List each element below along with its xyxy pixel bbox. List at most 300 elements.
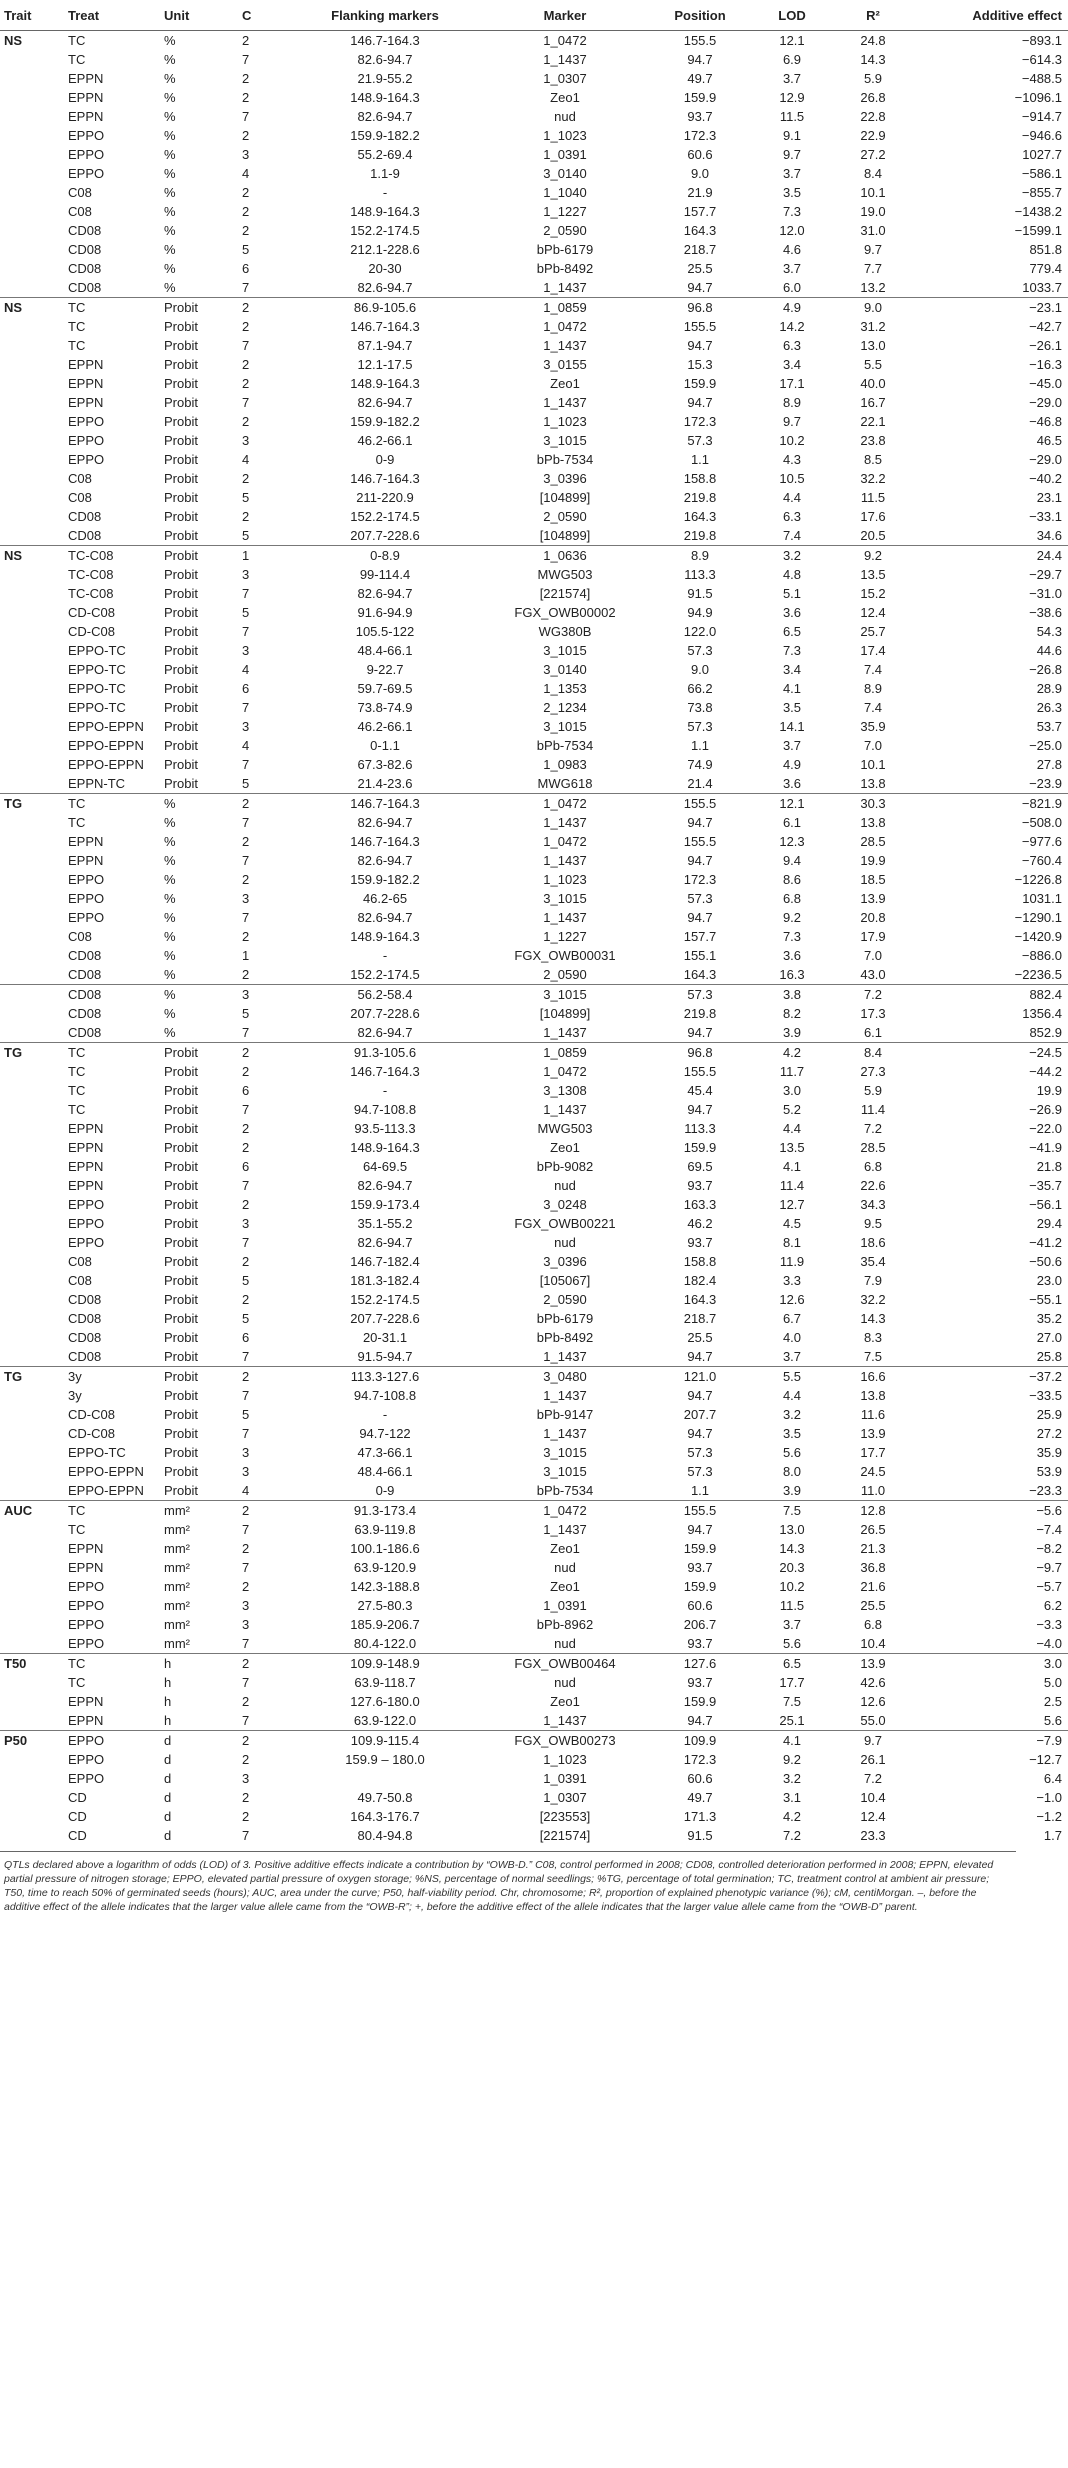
- additive-effect-cell: −1599.1: [1014, 223, 1062, 238]
- chromosome-cell: 7: [242, 624, 250, 639]
- marker-cell: 3_1015: [543, 1445, 587, 1460]
- marker-cell: nud: [554, 1675, 576, 1690]
- position-cell: 57.3: [687, 891, 713, 906]
- chromosome-cell: 2: [242, 1064, 250, 1079]
- additive-effect-cell: 53.7: [1036, 719, 1062, 734]
- table-row: [0, 1405, 1068, 1424]
- r2-cell: 14.3: [860, 1311, 886, 1326]
- table-row: [0, 1539, 1068, 1558]
- treat-cell: CD: [68, 1809, 87, 1824]
- r2-cell: 18.6: [860, 1235, 886, 1250]
- table-row: [0, 1004, 1068, 1023]
- table-row: [0, 1367, 1068, 1387]
- unit-cell: Probit: [164, 738, 198, 753]
- flanking-markers-cell: 91.6-94.9: [357, 605, 413, 620]
- unit-cell: Probit: [164, 1216, 198, 1231]
- position-cell: 94.7: [687, 338, 713, 353]
- additive-effect-cell: −26.9: [1029, 1102, 1062, 1117]
- position-cell: 94.7: [687, 52, 713, 67]
- treat-cell: 3y: [64, 1367, 160, 1387]
- marker-cell: Zeo1: [550, 1579, 580, 1594]
- treat-cell: TC: [68, 1675, 86, 1690]
- position-cell: 159.9: [683, 90, 717, 105]
- table-row: [0, 679, 1068, 698]
- unit-cell: Probit: [164, 1254, 198, 1269]
- marker-cell: 2_1234: [543, 700, 587, 715]
- position-cell: 21.9: [687, 185, 713, 200]
- flanking-markers-cell: 46.2-65: [362, 891, 408, 906]
- flanking-markers-cell: 93.5-113.3: [354, 1121, 416, 1136]
- table-row: [0, 374, 1068, 393]
- additive-effect-cell: −914.7: [1021, 109, 1062, 124]
- trait-cell: [0, 965, 64, 985]
- table-row: [0, 1023, 1068, 1043]
- marker-cell: [104899]: [539, 1006, 591, 1021]
- marker-cell: 1_0391: [543, 147, 587, 162]
- marker-cell: MWG618: [537, 776, 593, 791]
- position-cell: 57.3: [687, 643, 713, 658]
- lod-cell: 3.2: [782, 1771, 802, 1786]
- lod-cell: 9.4: [782, 853, 802, 868]
- chromosome-cell: 5: [242, 490, 250, 505]
- flanking-markers-cell: 185.9-206.7: [350, 1617, 420, 1632]
- position-cell: 155.5: [683, 319, 717, 334]
- chromosome-cell: 2: [242, 1140, 250, 1155]
- flanking-markers-cell: [284, 1769, 486, 1788]
- r2-cell: 26.1: [860, 1752, 886, 1767]
- flanking-markers-cell: 146.7-164.3: [350, 1064, 420, 1079]
- trait-cell: [0, 1100, 64, 1119]
- additive-effect-cell: −29.0: [1029, 452, 1062, 467]
- marker-cell: bPb-9082: [536, 1159, 594, 1174]
- flanking-markers-cell: 48.4-66.1: [357, 643, 413, 658]
- trait-cell: [0, 584, 64, 603]
- additive-effect-cell: −50.6: [1029, 1254, 1062, 1269]
- additive-effect-cell: −25.0: [1029, 738, 1062, 753]
- unit-cell: d: [164, 1752, 172, 1767]
- treat-cell: 3y: [68, 1388, 82, 1403]
- additive-effect-cell: 6.4: [1043, 1771, 1062, 1786]
- chromosome-cell: 1: [238, 546, 284, 566]
- marker-cell: nud: [554, 1636, 576, 1651]
- treat-cell: CD08: [68, 1330, 102, 1345]
- flanking-markers-cell: 1.1-9: [370, 166, 400, 181]
- position-cell: 157.7: [683, 204, 717, 219]
- lod-cell: 9.2: [782, 1752, 802, 1767]
- table-row: [0, 1271, 1068, 1290]
- r2-cell: 5.9: [863, 1083, 883, 1098]
- additive-effect-cell: 44.6: [1036, 643, 1062, 658]
- trait-cell: [0, 1195, 64, 1214]
- additive-effect-cell: 27.8: [1036, 757, 1062, 772]
- table-row: [0, 794, 1068, 814]
- position-cell: 94.7: [687, 1426, 713, 1441]
- additive-effect-cell: 1.7: [1043, 1828, 1062, 1843]
- flanking-markers-cell: 159.9-182.2: [350, 872, 420, 887]
- r2-cell: 43.0: [860, 967, 886, 982]
- chromosome-cell: 2: [242, 1121, 250, 1136]
- unit-cell: Probit: [164, 509, 198, 524]
- trait-cell: [0, 1443, 64, 1462]
- r2-cell: 21.3: [860, 1541, 886, 1556]
- r2-cell: 7.4: [863, 662, 883, 677]
- additive-effect-cell: −5.6: [918, 1501, 1068, 1521]
- r2-cell: 7.9: [863, 1273, 883, 1288]
- treat-cell: EPPN: [68, 1159, 104, 1174]
- lod-cell: 9.7: [782, 414, 802, 429]
- position-cell: 93.7: [687, 109, 713, 124]
- marker-cell: 1_1437: [543, 1388, 587, 1403]
- unit-cell: Probit: [160, 298, 238, 318]
- r2-cell: 13.8: [860, 776, 886, 791]
- unit-cell: Probit: [160, 1043, 238, 1063]
- flanking-markers-cell: 82.6-94.7: [357, 395, 413, 410]
- trait-cell: [0, 889, 64, 908]
- treat-cell: CD-C08: [68, 1426, 115, 1441]
- additive-effect-cell: −4.0: [1036, 1636, 1062, 1651]
- lod-cell: 4.4: [782, 1121, 802, 1136]
- r2-cell: 6.8: [863, 1159, 883, 1174]
- treat-cell: EPPO: [68, 1598, 105, 1613]
- treat-cell: EPPO-EPPN: [68, 1483, 144, 1498]
- r2-cell: 23.3: [860, 1828, 886, 1843]
- header-unit: Unit: [160, 0, 238, 31]
- flanking-markers-cell: 91.3-105.6: [284, 1043, 486, 1063]
- trait-cell: [0, 946, 64, 965]
- marker-cell: [221574]: [539, 586, 591, 601]
- additive-effect-cell: −2236.5: [1014, 967, 1062, 982]
- flanking-markers-cell: 146.7-164.3: [350, 471, 420, 486]
- treat-cell: EPPO: [68, 1216, 105, 1231]
- flanking-markers-cell: 47.3-66.1: [357, 1445, 413, 1460]
- trait-cell: [0, 488, 64, 507]
- unit-cell: Probit: [164, 357, 198, 372]
- table-row: [0, 1750, 1068, 1769]
- position-cell: 96.8: [644, 1043, 756, 1063]
- table-row: [0, 31, 1068, 51]
- header-treat: Treat: [64, 0, 160, 31]
- lod-cell: 3.7: [782, 261, 802, 276]
- table-row: [0, 507, 1068, 526]
- treat-cell: CD: [68, 1790, 87, 1805]
- lod-cell: 3.0: [782, 1083, 802, 1098]
- treat-cell: CD08: [68, 967, 102, 982]
- chromosome-cell: 4: [242, 662, 250, 677]
- chromosome-cell: 2: [242, 185, 250, 200]
- marker-cell: [104899]: [539, 528, 591, 543]
- marker-cell: bPb-9147: [536, 1407, 594, 1422]
- unit-cell: h: [164, 1675, 172, 1690]
- treat-cell: TC-C08: [68, 567, 114, 582]
- trait-cell: TG: [0, 794, 64, 814]
- flanking-markers-cell: 148.9-164.3: [350, 90, 420, 105]
- flanking-markers-cell: 148.9-164.3: [350, 204, 420, 219]
- unit-cell: Probit: [164, 338, 198, 353]
- flanking-markers-cell: 159.9 – 180.0: [345, 1752, 425, 1767]
- position-cell: 172.3: [683, 872, 717, 887]
- flanking-markers-cell: 86.9-105.6: [284, 298, 486, 318]
- unit-cell: Probit: [164, 1121, 198, 1136]
- chromosome-cell: 7: [242, 1828, 250, 1843]
- lod-cell: 9.2: [782, 910, 802, 925]
- lod-cell: 4.5: [782, 1216, 802, 1231]
- table-row: [0, 88, 1068, 107]
- chromosome-cell: 7: [242, 1178, 250, 1193]
- table-footnote: QTLs declared above a logarithm of odds (LOD) of 3. Positive additive effects indicate a contribution by “OWB-D.” C08, control performed in 2008; CD08, controlled deterioration performed in 2008; EPPN, elevated partial pressure of nitrogen storage; EPPO, elevated partial pressure of oxygen storage; %NS, percentage of normal seedlings; %TG, percentage of total germination; TC, treatment control at ambient air pressure; T50, time to reach 50% of germinated seeds (hours); AUC, area under the curve; P50, half-viability period. Chr, chromosome; R², proportion of explained phenotypic variance (%); cM, centiMorgan. –, before the additive effect of the allele indicates that the larger value allele came from the “OWB-R”; +, before the additive effect of the allele indicates that the larger value allele came from the “OWB-D” parent.: [0, 1851, 1016, 1914]
- additive-effect-cell: −37.2: [918, 1367, 1068, 1387]
- treat-cell: CD08: [68, 1006, 102, 1021]
- position-cell: 60.6: [687, 147, 713, 162]
- lod-cell: 3.2: [782, 1407, 802, 1422]
- treat-cell: EPPO: [68, 1752, 105, 1767]
- table-row: [0, 1328, 1068, 1347]
- unit-cell: %: [164, 185, 176, 200]
- r2-cell: 22.6: [860, 1178, 886, 1193]
- marker-cell: FGX_OWB00031: [514, 948, 616, 963]
- flanking-markers-cell: 46.2-66.1: [357, 719, 413, 734]
- r2-cell: 55.0: [860, 1713, 886, 1728]
- lod-cell: 4.1: [756, 1731, 828, 1751]
- treat-cell: CD08: [68, 528, 102, 543]
- treat-cell: C08: [68, 471, 92, 486]
- treat-cell: EPPO: [68, 1636, 105, 1651]
- unit-cell: Probit: [164, 662, 198, 677]
- table-row: [0, 1711, 1068, 1731]
- trait-cell: [0, 1769, 64, 1788]
- marker-cell: 3_0396: [543, 471, 587, 486]
- table-row: [0, 946, 1068, 965]
- table-row: [0, 1309, 1068, 1328]
- treat-cell: EPPO-TC: [68, 681, 126, 696]
- chromosome-cell: 2: [238, 298, 284, 318]
- treat-cell: EPPN: [68, 90, 104, 105]
- flanking-markers-cell: 207.7-228.6: [350, 1006, 420, 1021]
- table-row: [0, 1807, 1068, 1826]
- r2-cell: 16.7: [860, 395, 886, 410]
- position-cell: 157.7: [683, 929, 717, 944]
- additive-effect-cell: 34.6: [1036, 528, 1062, 543]
- position-cell: 113.3: [684, 567, 716, 582]
- lod-cell: 4.8: [782, 567, 802, 582]
- flanking-markers-cell: 146.7-164.3: [350, 319, 420, 334]
- position-cell: 159.9: [683, 1541, 717, 1556]
- r2-cell: 7.5: [863, 1349, 883, 1364]
- flanking-markers-cell: 82.6-94.7: [357, 1235, 413, 1250]
- flanking-markers-cell: 127.6-180.0: [350, 1694, 420, 1709]
- unit-cell: Probit: [164, 1464, 198, 1479]
- additive-effect-cell: −488.5: [1021, 71, 1062, 86]
- marker-cell: 1_1437: [543, 1426, 587, 1441]
- lod-cell: 9.1: [782, 128, 802, 143]
- additive-effect-cell: 851.8: [1029, 242, 1062, 257]
- unit-cell: %: [164, 261, 176, 276]
- additive-effect-cell: 46.5: [1036, 433, 1062, 448]
- flanking-markers-cell: 82.6-94.7: [357, 1025, 413, 1040]
- r2-cell: 16.6: [828, 1367, 918, 1387]
- treat-cell: C08: [68, 204, 92, 219]
- chromosome-cell: 2: [238, 1043, 284, 1063]
- r2-cell: 24.5: [860, 1464, 886, 1479]
- unit-cell: Probit: [164, 1064, 198, 1079]
- chromosome-cell: 7: [242, 815, 250, 830]
- lod-cell: 6.5: [782, 624, 802, 639]
- flanking-markers-cell: 63.9-118.7: [354, 1675, 416, 1690]
- flanking-markers-cell: 142.3-188.8: [350, 1579, 420, 1594]
- chromosome-cell: 2: [242, 1694, 250, 1709]
- flanking-markers-cell: 9-22.7: [366, 662, 404, 677]
- table-row: [0, 1769, 1068, 1788]
- unit-cell: Probit: [164, 776, 198, 791]
- r2-cell: 35.4: [860, 1254, 886, 1269]
- additive-effect-cell: −1420.9: [1014, 929, 1062, 944]
- unit-cell: Probit: [164, 643, 198, 658]
- position-cell: 49.7: [687, 71, 713, 86]
- trait-cell: [0, 259, 64, 278]
- flanking-markers-cell: 94.7-108.8: [353, 1102, 417, 1117]
- unit-cell: %: [160, 794, 238, 814]
- unit-cell: %: [164, 815, 176, 830]
- lod-cell: 3.7: [782, 1349, 802, 1364]
- unit-cell: %: [164, 872, 176, 887]
- table-row: [0, 870, 1068, 889]
- unit-cell: %: [164, 90, 176, 105]
- flanking-markers-cell: 181.3-182.4: [350, 1273, 420, 1288]
- additive-effect-cell: 23.1: [1036, 490, 1062, 505]
- lod-cell: 5.6: [782, 1636, 802, 1651]
- chromosome-cell: 2: [242, 414, 250, 429]
- additive-effect-cell: −1438.2: [1014, 204, 1062, 219]
- table-row: [0, 641, 1068, 660]
- lod-cell: 6.9: [782, 52, 802, 67]
- unit-cell: %: [164, 910, 176, 925]
- additive-effect-cell: 54.3: [1036, 624, 1062, 639]
- marker-cell: MWG503: [537, 1121, 593, 1136]
- trait-cell: P50: [0, 1731, 64, 1751]
- marker-cell: bPb-8962: [536, 1617, 594, 1632]
- treat-cell: EPPN: [68, 109, 104, 124]
- treat-cell: TC: [68, 815, 86, 830]
- additive-effect-cell: −35.7: [1029, 1178, 1062, 1193]
- additive-effect-cell: −946.6: [1021, 128, 1062, 143]
- chromosome-cell: 3: [242, 719, 250, 734]
- trait-cell: [0, 336, 64, 355]
- treat-cell: EPPO: [68, 1771, 105, 1786]
- table-row: [0, 1443, 1068, 1462]
- additive-effect-cell: −5.7: [1036, 1579, 1062, 1594]
- r2-cell: 9.0: [828, 298, 918, 318]
- trait-cell: [0, 69, 64, 88]
- flanking-markers-cell: 164.3-176.7: [350, 1809, 420, 1824]
- flanking-markers-cell: 100.1-186.6: [350, 1541, 420, 1556]
- position-cell: 1.1: [690, 738, 710, 753]
- r2-cell: 32.2: [860, 1292, 886, 1307]
- r2-cell: 13.5: [860, 567, 886, 582]
- table-row: [0, 1062, 1068, 1081]
- position-cell: 8.9: [644, 546, 756, 566]
- additive-effect-cell: −29.7: [1029, 567, 1062, 582]
- chromosome-cell: 7: [242, 395, 250, 410]
- flanking-markers-cell: 0-9: [375, 452, 395, 467]
- table-row: [0, 126, 1068, 145]
- table-row: [0, 1462, 1068, 1481]
- chromosome-cell: 2: [242, 1752, 250, 1767]
- position-cell: 94.7: [687, 815, 713, 830]
- r2-cell: 17.6: [860, 509, 886, 524]
- r2-cell: 17.7: [860, 1445, 886, 1460]
- marker-cell: Zeo1: [550, 376, 580, 391]
- unit-cell: %: [164, 891, 176, 906]
- additive-effect-cell: 1027.7: [1022, 147, 1062, 162]
- flanking-markers-cell: -: [382, 185, 388, 200]
- trait-cell: [0, 1386, 64, 1405]
- table-row: [0, 412, 1068, 431]
- treat-cell: EPPO: [68, 872, 105, 887]
- marker-cell: 1_0983: [543, 757, 587, 772]
- r2-cell: 7.0: [863, 738, 883, 753]
- trait-cell: [0, 1081, 64, 1100]
- chromosome-cell: 7: [242, 1025, 250, 1040]
- flanking-markers-cell: -: [382, 1407, 388, 1422]
- flanking-markers-cell: 82.6-94.7: [357, 910, 413, 925]
- r2-cell: 26.8: [860, 90, 886, 105]
- marker-cell: bPb-6179: [536, 1311, 594, 1326]
- position-cell: 94.7: [687, 1349, 713, 1364]
- r2-cell: 9.2: [828, 546, 918, 566]
- chromosome-cell: 2: [242, 1197, 250, 1212]
- trait-cell: [0, 1673, 64, 1692]
- r2-cell: 7.0: [863, 948, 883, 963]
- r2-cell: 9.7: [863, 242, 883, 257]
- table-row: [0, 107, 1068, 126]
- position-cell: 113.3: [684, 1121, 716, 1136]
- table-row: [0, 774, 1068, 794]
- trait-cell: [0, 107, 64, 126]
- position-cell: 96.8: [644, 298, 756, 318]
- unit-cell: %: [164, 147, 176, 162]
- treat-cell: EPPO: [68, 1197, 105, 1212]
- treat-cell: EPPO: [68, 433, 105, 448]
- treat-cell: TC: [68, 319, 86, 334]
- position-cell: 91.5: [687, 586, 713, 601]
- trait-cell: [0, 183, 64, 202]
- position-cell: 15.3: [687, 357, 713, 372]
- lod-cell: 12.1: [756, 794, 828, 814]
- position-cell: 94.7: [687, 1025, 713, 1040]
- additive-effect-cell: −33.1: [1029, 509, 1062, 524]
- trait-cell: [0, 1023, 64, 1043]
- chromosome-cell: 5: [242, 605, 250, 620]
- position-cell: 94.7: [687, 910, 713, 925]
- trait-cell: [0, 221, 64, 240]
- marker-cell: 1_1227: [543, 204, 587, 219]
- r2-cell: 36.8: [860, 1560, 886, 1575]
- additive-effect-cell: −23.1: [918, 298, 1068, 318]
- r2-cell: 11.0: [860, 1483, 886, 1498]
- r2-cell: 35.9: [860, 719, 886, 734]
- unit-cell: mm²: [164, 1560, 190, 1575]
- position-cell: 155.5: [644, 1501, 756, 1521]
- position-cell: 93.7: [687, 1675, 713, 1690]
- r2-cell: 34.3: [860, 1197, 886, 1212]
- additive-effect-cell: −893.1: [1021, 33, 1062, 48]
- r2-cell: 11.4: [860, 1102, 886, 1117]
- chromosome-cell: 2: [242, 471, 250, 486]
- r2-cell: 21.6: [860, 1579, 886, 1594]
- lod-cell: 3.9: [782, 1025, 802, 1040]
- marker-cell: 3_0396: [543, 1254, 587, 1269]
- lod-cell: 11.7: [779, 1064, 805, 1079]
- marker-cell: 3_0140: [543, 662, 587, 677]
